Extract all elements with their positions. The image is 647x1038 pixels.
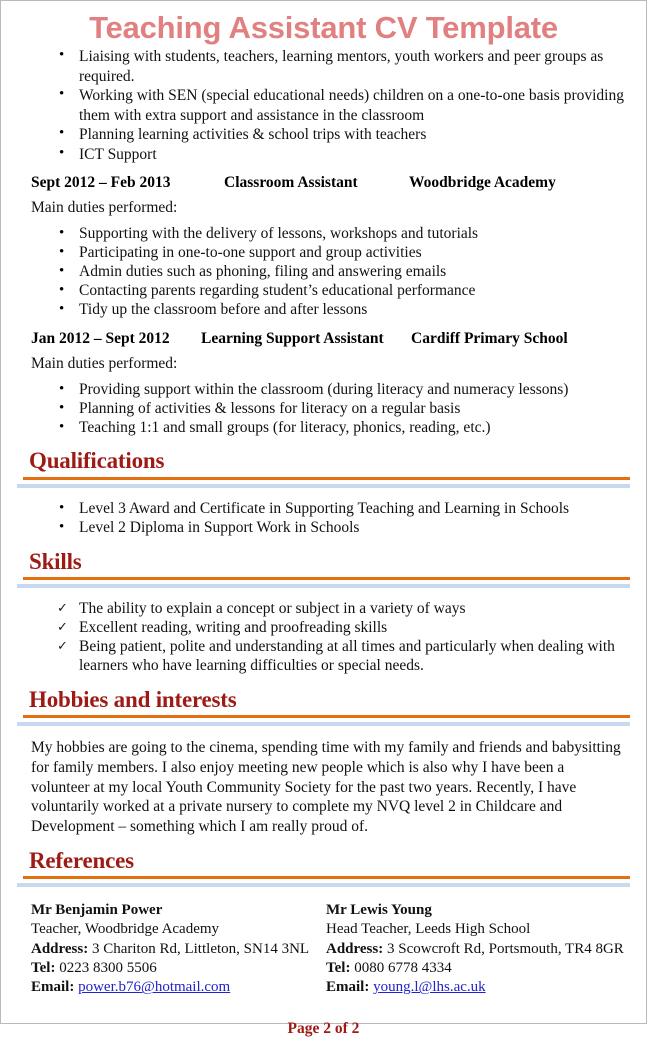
reference-email-line <box>326 978 634 997</box>
job-organisation: Cardiff Primary School <box>411 329 568 347</box>
reference-name: Mr Benjamin Power <box>31 901 163 918</box>
list-item: • Planning of activities & lessons for literacy on a regular basis <box>57 400 638 419</box>
list-item: • Admin duties such as phoning, filing and answering emails <box>57 263 638 282</box>
reference-email-link[interactable]: power.b76@hotmail.com <box>78 979 231 996</box>
references-columns <box>9 901 638 998</box>
orange-divider <box>23 715 630 718</box>
orange-divider <box>23 876 630 879</box>
list-item: • Level 3 Award and Certificate in Supporting Teaching and Learning in Schools <box>57 500 638 519</box>
job-header-1 <box>31 174 638 192</box>
list-item: ✓ The ability to explain a concept or subject in a variety of ways <box>57 600 638 619</box>
reference-address-line <box>31 940 319 959</box>
job-header-2 <box>31 330 638 348</box>
duties-label: Main duties performed: <box>31 199 178 217</box>
address-label: Address: <box>326 940 384 957</box>
list-item: • Level 2 Diploma in Support Work in Schools <box>57 519 638 538</box>
orange-divider <box>23 577 630 580</box>
list-item: • Participating in one-to-one support and group activities <box>57 244 638 263</box>
duties-label: Main duties performed: <box>31 354 178 372</box>
section-heading: References <box>29 847 134 873</box>
reference-address: 3 Scowcroft Rd, Portsmouth, TR4 8GR <box>386 940 624 957</box>
blue-divider <box>17 722 630 726</box>
list-item: • Liaising with students, teachers, learning mentors, youth workers and peer groups as required. <box>57 47 638 86</box>
section-hobbies <box>9 687 638 837</box>
job-role: Learning Support Assistant <box>201 329 384 347</box>
reference-role: Head Teacher, Leeds High School <box>326 921 531 938</box>
email-label: Email: <box>326 979 370 996</box>
section-heading: Qualifications <box>29 448 165 474</box>
reference-tel: 0080 6778 4334 <box>354 960 452 977</box>
hobbies-paragraph: My hobbies are going to the cinema, spending time with my family and friends and babysitting for family members. I also enjoy meeting new people which is also why I have been a volunteer at my local Youth Community Society for the past two years. Recently, I have voluntarily worked at a private nursery to complete my NVQ level 2 in Childcare and Development – something which I am really proud of. <box>31 739 621 835</box>
list-item: • Planning learning activities & school trips with teachers <box>57 125 638 145</box>
list-item: • ICT Support <box>57 145 638 165</box>
list-item: • Tidy up the classroom before and after lessons <box>57 301 638 320</box>
section-references <box>9 848 638 998</box>
qualifications-list <box>9 500 638 538</box>
section-heading: Hobbies and interests <box>29 686 237 712</box>
reference-email-line <box>31 978 319 997</box>
job-role: Classroom Assistant <box>224 174 358 192</box>
reference-email-link[interactable]: young.l@lhs.ac.uk <box>373 979 486 996</box>
tel-label: Tel: <box>31 960 56 977</box>
reference-tel-line <box>31 959 319 978</box>
list-item: ✓ Being patient, polite and understanding at all times and particularly when dealing with learners who have learning difficulties or special needs. <box>57 638 638 676</box>
email-label: Email: <box>31 979 75 996</box>
list-item: • Providing support within the classroom (during literacy and numeracy lessons) <box>57 381 638 400</box>
address-label: Address: <box>31 940 89 957</box>
blue-divider <box>17 883 630 887</box>
list-item: • Teaching 1:1 and small groups (for literacy, phonics, reading, etc.) <box>57 419 638 438</box>
page-footer: Page 2 of 2 <box>287 1019 360 1037</box>
job-organisation: Woodbridge Academy <box>409 174 556 192</box>
section-heading: Skills <box>29 548 82 574</box>
intro-duties-list <box>9 47 638 164</box>
reference-entry-1 <box>9 901 319 998</box>
list-item: • Contacting parents regarding student’s educational performance <box>57 282 638 301</box>
section-qualifications <box>9 448 638 537</box>
job-dates: Sept 2012 – Feb 2013 <box>31 174 171 192</box>
skills-list <box>9 600 638 676</box>
reference-role: Teacher, Woodbridge Academy <box>31 921 220 938</box>
reference-tel-line <box>326 959 634 978</box>
reference-tel: 0223 8300 5506 <box>59 960 157 977</box>
tel-label: Tel: <box>326 960 351 977</box>
job-dates: Jan 2012 – Sept 2012 <box>31 329 170 347</box>
reference-address: 3 Chariton Rd, Littleton, SN14 3NL <box>91 940 310 957</box>
list-item: • Supporting with the delivery of lessons, workshops and tutorials <box>57 225 638 244</box>
reference-entry-2 <box>319 901 634 998</box>
blue-divider <box>17 484 630 488</box>
list-item: • Working with SEN (special educational needs) children on a one-to-one basis providing them with extra support and assistance in the classroom <box>57 86 638 125</box>
list-item: ✓ Excellent reading, writing and proofreading skills <box>57 619 638 638</box>
reference-name: Mr Lewis Young <box>326 901 432 918</box>
section-skills <box>9 549 638 676</box>
job-duties-list-1 <box>9 225 638 320</box>
reference-address-line <box>326 940 634 959</box>
orange-divider <box>23 477 630 480</box>
job-duties-list-2 <box>9 381 638 438</box>
page-title: Teaching Assistant CV Template <box>89 10 558 45</box>
blue-divider <box>17 584 630 588</box>
